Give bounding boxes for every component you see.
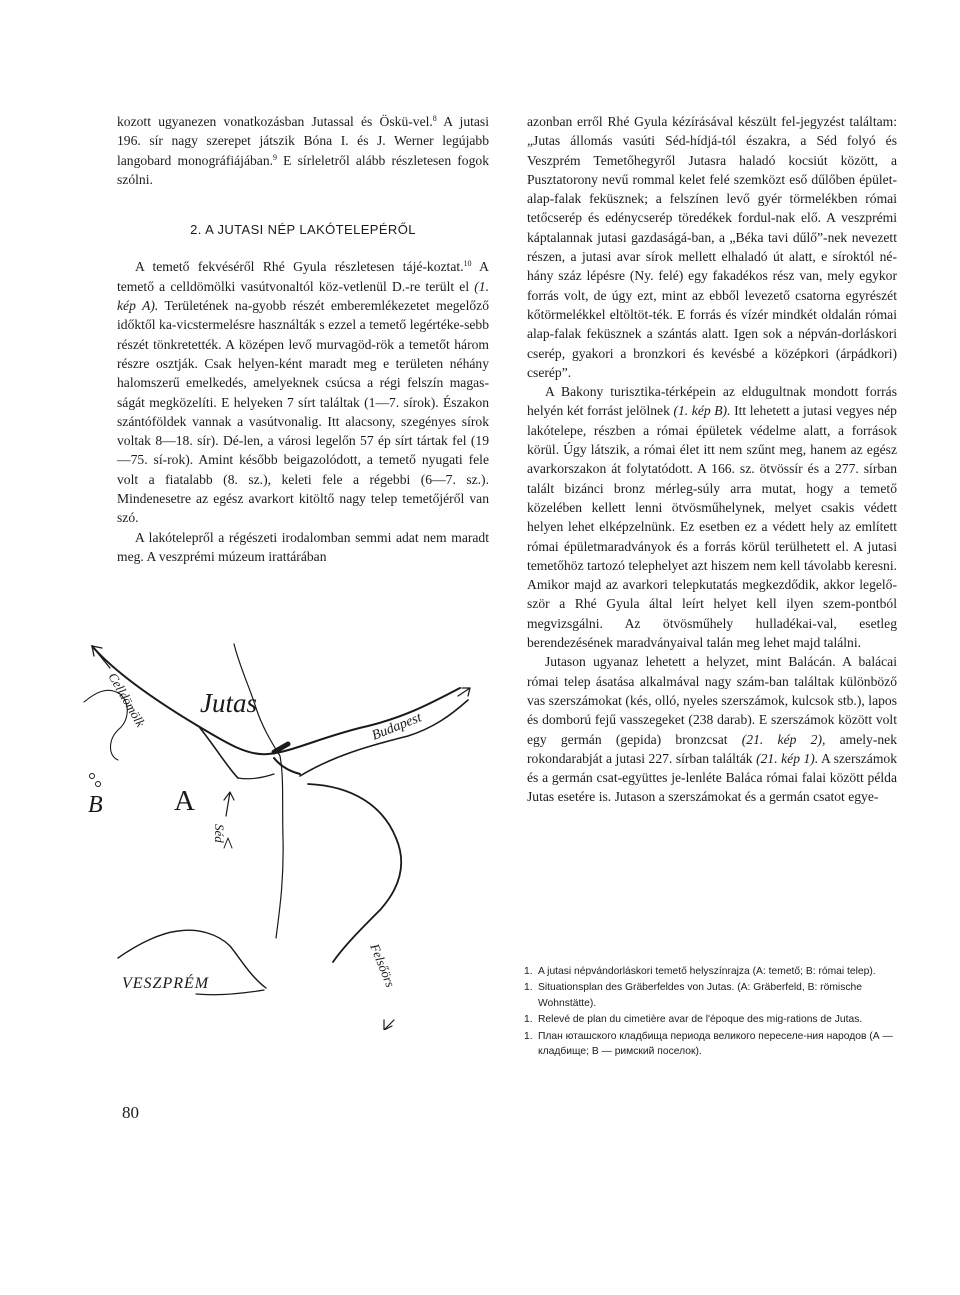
section-heading: 2. A JUTASI NÉP LAKÓTELEPÉRŐL: [190, 222, 416, 238]
footnote-ref-10: 10: [463, 259, 472, 269]
figure-reference: (1. kép B).: [673, 403, 731, 419]
footnote-ref-9: 9: [273, 152, 278, 162]
caption-hungarian: 1. A jutasi népvándorláskori temető helyszínrajza (A: temető; B: római telep).: [524, 966, 876, 977]
left-paragraph-2: A temető fekvéséről Rhé Gyula részletesen tájé-koztat.$^{10}$ A temető a celldömölki vasútvonaltól köz-vetlenül D.-re terült el (1. kép A). Területének na-gyobb részét emberemlékezetet megelőző időktől ka-vicstermelésre használták s ezzel a temető legértéke-sebb részét tönkretették. A középen levő murvagöd-rök a temetőt három részre osztják. Csak helyen-ként maradt meg e területen néhány halomszerű emelkedés, amelyeknek csúcsa a régi felszín magas-ságát megközelíti. E helyeken 7 sírt találtak (1—7. sírok). Északon szántóföldek vannak a vasútvonalig. Itt alacsony, szegényes sírok voltak 8—18. sír). Dé-len, a városi legelőn 57 ép sírt tártak fel (19—75. sí-rok). Amint később beigazolódott, a temető nyugati fele volt a fiatalabb (8. sz.), keleti fele a régebbi (6—7. sz.). Mindenesetre az egész avarkort kitöltő nagy telep temetőjéről van szó.: [117, 259, 489, 526]
right-column: [527, 112, 897, 807]
left-column: [117, 112, 489, 566]
arrow-celldomolk: [92, 646, 110, 668]
spring-marker: [96, 782, 101, 787]
caption-russian: 1. План юташского кладбища периода великого переселе-ния народов (А — кладбище; В — римский поселок).: [524, 1030, 893, 1058]
page-number: 80: [122, 1103, 139, 1122]
left-paragraph-3: A lakótelepről a régészeti irodalomban semmi adat nem maradt meg. A veszprémi múzeum irattárában: [117, 529, 489, 564]
right-paragraph-3: Jutason ugyanaz lehetett a helyzet, mint Balácán. A balácai római telep ásatása alkalmával nagy szám-ban találtak különböző vas szerszámokat (kés, olló, nyeles szerszámok, kulcsok stb.), lapos és domború fejű vasszegeket (238 darab). E szerszámok között volt egy germán (gepida) bronzcsat (21. kép 2), amely-nek rokondarabját a jutasi 227. sírban találták (21. kép 1). A szerszámok és a germán csat-együttes je-lenléte Baláca római falai között példa Jutas esetére is. Jutason a szerszámokat és a germán csatot egye-: [527, 654, 897, 805]
railway-line: [92, 646, 460, 754]
caption-french: 1. Relevé de plan du cimetière avar de l'époque des mig-rations de Jutas.: [524, 1014, 863, 1026]
figure-reference: (21. kép 2),: [741, 731, 826, 747]
figure-reference: (21. kép 1).: [756, 750, 819, 766]
road-to-felsoors: [308, 784, 401, 962]
left-paragraph-1: kozott ugyanezen vonatkozásban Jutassal és Öskü-vel.$^8$ A jutasi 196. sír nagy szerepet játszik Bóna I. és J. Werner legújabb langobard monográfiájában.$^9$ E sírleletről alább részletesen fogok szólni.: [117, 114, 489, 187]
spring-marker: [90, 774, 95, 779]
right-paragraph-1: azonban erről Rhé Gyula kézírásával készült fel-jegyzést találtam: „Jutas állomás vasúti Séd-hídjá-tól északra, a Séd folyó és Veszprém Temetőhegyről Jutasra haladó kocsiút között, a Pusztatorony nevű rommal kelet felé szemközt eső dűlőben épület-alap-falak feküsznek; a felszínen levő gyér törmelékben római tetőcserép és edénycserép töredékek fordul-nak elő. A veszprémi káptalannak jutasi gazdaságá-ban, a „Béka tavi dűlő”-nek nevezett részen, a jutasi avar sírok mellett elhaladó út alatt, e síroktól né-hány száz lépésre (Ny. felé) egy fakadékos rész van, mely egykor forrás volt, de úgy ezt, mint az ebből levezető csatorna egyrészét kőtörmelékkel eltöltöt-ték. E forrás és vízér mindkét oldalán római alap-falak feküsznek a szántás alatt. Igen sok a népván-dorláskori cserép, gyakori a bronzkori és kevésbé a középkori (árpádkori) cserép”.: [527, 114, 897, 380]
site-plan-map: [78, 628, 510, 1030]
map-label-budapest: Budapest: [369, 710, 424, 744]
figure-captions: [524, 964, 899, 1060]
arrow-felsoors: [384, 1020, 394, 1030]
map-label-B: B: [88, 792, 103, 818]
arrow-A-pointer: [224, 792, 234, 816]
right-paragraph-2: A Bakony turisztika-térképein az eldugultnak mondott forrás helyén két forrást jelölnek (1. kép B). Itt lehetett a jutasi vegyes nép lakótelepe, részben a római épületek védelme alatt, a források körül. Úgy látszik, a római élet itt nem szűnt meg, hanem az egész avarkorszakon át folytatódott. A 166. sz. ötvössír és a 277. sírban talált bizánci bronz mérleg-súly arra mutat, hogy a temető közelében kellett lenni ötvösműhelynek, melyet csakis védett helyen lehet elképzelnünk. Ez esetben ez a védett hely az említett római épületmaradványok és a forrás körül terülhetett el. A jutasi temetőhöz tartozó telephelyet azt hiszem nem kell távolabb keresni. Amikor majd az avarkori telepkutatás megkezdődik, akkor legelő-ször a Rhé Gyula által leírt helyet kell ilyen szem-pontból megvizsgálni. Az ötvösműhely hulladékai-val, esetleg berendezésének maradványaival talán meg lehet majd találni.: [527, 384, 897, 651]
map-label-felsoors: Felsőörs: [367, 941, 399, 990]
map-label-jutas: Jutas: [200, 688, 257, 718]
map-label-A: A: [174, 785, 195, 817]
figure-reference: (1. kép A).: [117, 278, 489, 314]
caption-german: 1. Situationsplan des Gräberfeldes von Jutas. (A: Gräberfeld, B: römische Wohnstätte).: [524, 982, 862, 1009]
road-connector: [238, 774, 274, 779]
footnote-ref-8: 8: [432, 114, 437, 123]
map-label-sed: Séd: [212, 824, 227, 843]
map-label-veszprem: VESZPRÉM: [122, 975, 210, 992]
railway-junction: [274, 758, 300, 774]
map-label-celldomolk: Celldömölk: [105, 670, 149, 730]
railway-spur: [200, 728, 238, 778]
